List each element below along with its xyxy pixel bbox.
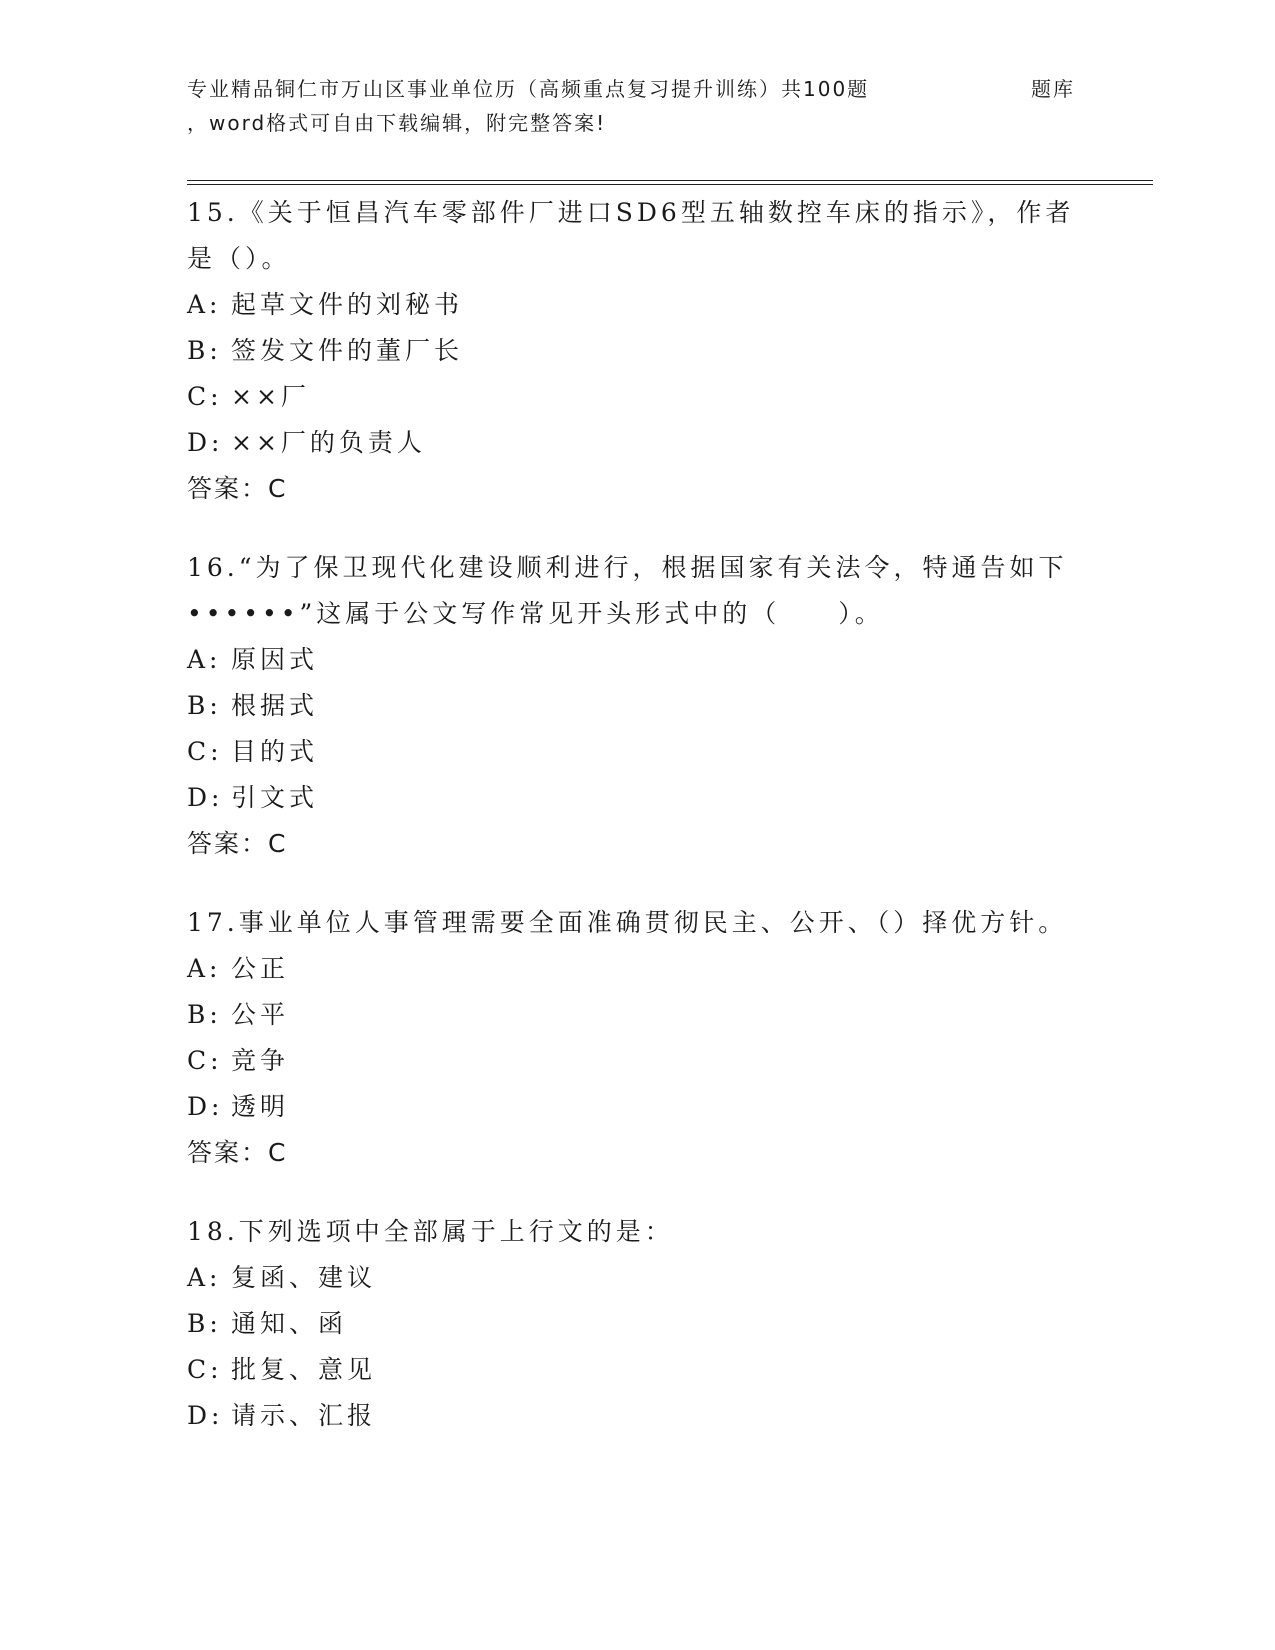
option-a	[187, 282, 1087, 328]
option-c	[187, 729, 1087, 775]
option-key: A:	[187, 954, 222, 983]
option-text: 透明	[231, 1092, 290, 1121]
option-text: 竞争	[231, 1046, 290, 1075]
header-subtitle: ，word格式可自由下载编辑，附完整答案!	[187, 111, 607, 135]
option-key: A:	[187, 290, 222, 319]
option-key: D:	[187, 783, 224, 812]
header-title: 专业精品铜仁市万山区事业单位历（高频重点复习提升训练）共100题	[187, 77, 870, 101]
header-divider-top	[187, 180, 1153, 181]
option-text: 复函、建议	[231, 1263, 377, 1292]
option-text: 通知、函	[231, 1309, 348, 1338]
option-b	[187, 1301, 1087, 1347]
option-d	[187, 775, 1087, 821]
question-15	[187, 190, 1087, 512]
option-text: 签发文件的董厂长	[231, 336, 464, 365]
option-d	[187, 1393, 1087, 1439]
option-text: 引文式	[231, 783, 319, 812]
option-b	[187, 683, 1087, 729]
question-17	[187, 900, 1087, 1176]
question-18	[187, 1209, 1087, 1439]
option-a	[187, 946, 1087, 992]
document-header	[187, 72, 1087, 140]
option-text: 公平	[231, 1000, 290, 1029]
option-key: C:	[187, 382, 223, 411]
option-text: 请示、汇报	[231, 1401, 377, 1430]
option-b	[187, 992, 1087, 1038]
option-b	[187, 328, 1087, 374]
question-stem: 16.“为了保卫现代化建设顺利进行，根据国家有关法令，特通告如下	[187, 553, 1068, 582]
question-stem: 17.事业单位人事管理需要全面准确贯彻民主、公开、（）择优方针。	[187, 908, 1068, 937]
option-d	[187, 1084, 1087, 1130]
header-tag: 题库	[1031, 77, 1075, 101]
option-key: B:	[187, 1000, 222, 1029]
question-stem-continued: 是（）。	[187, 244, 291, 273]
option-d	[187, 420, 1087, 466]
option-key: D:	[187, 1401, 224, 1430]
option-text: 起草文件的刘秘书	[231, 290, 464, 319]
option-text: ××厂	[231, 382, 310, 411]
answer-line: 答案：C	[187, 474, 288, 503]
option-key: D:	[187, 1092, 224, 1121]
option-c	[187, 1038, 1087, 1084]
question-stem: 18.下列选项中全部属于上行文的是：	[187, 1217, 674, 1246]
question-stem-continued: ••••••”这属于公文写作常见开头形式中的（ ）。	[187, 599, 884, 628]
question-list	[187, 190, 1087, 1472]
answer-line: 答案：C	[187, 829, 288, 858]
option-key: B:	[187, 691, 222, 720]
option-key: C:	[187, 1355, 223, 1384]
option-text: 目的式	[231, 737, 319, 766]
option-text: 原因式	[231, 645, 319, 674]
answer-line: 答案：C	[187, 1138, 288, 1167]
option-key: A:	[187, 645, 222, 674]
option-a	[187, 637, 1087, 683]
option-a	[187, 1255, 1087, 1301]
option-key: B:	[187, 1309, 222, 1338]
option-text: 批复、意见	[231, 1355, 377, 1384]
question-stem: 15.《关于恒昌汽车零部件厂进口SD6型五轴数控车床的指示》，作者	[187, 198, 1075, 227]
header-title-row	[187, 72, 1087, 106]
option-key: C:	[187, 737, 223, 766]
option-text: ××厂的负责人	[231, 428, 426, 457]
option-c	[187, 374, 1087, 420]
option-text: 公正	[231, 954, 290, 983]
option-key: A:	[187, 1263, 222, 1292]
option-text: 根据式	[231, 691, 319, 720]
option-key: C:	[187, 1046, 223, 1075]
option-c	[187, 1347, 1087, 1393]
option-key: D:	[187, 428, 224, 457]
question-16	[187, 545, 1087, 867]
header-divider-bottom	[187, 184, 1153, 185]
option-key: B:	[187, 336, 222, 365]
